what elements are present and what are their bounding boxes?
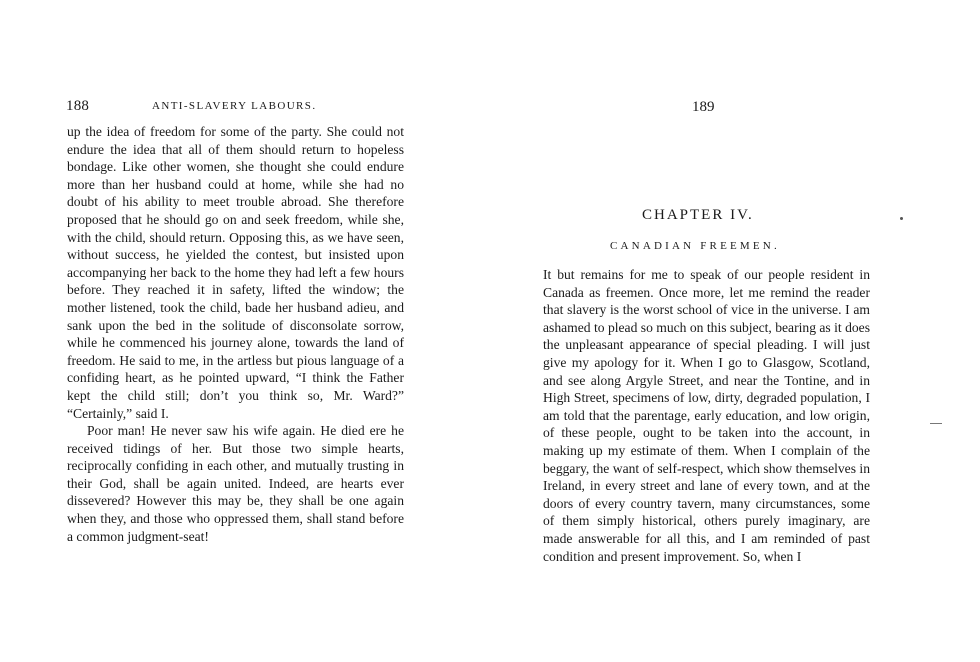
chapter-subtitle: CANADIAN FREEMEN. [610, 240, 780, 252]
left-paragraph-2: Poor man! He never saw his wife again. He died ere he received tidings of her. But those two simple hearts, reciprocally confiding in each other, and mutually trusting in their God, shall be again united. Indeed, are hearts ever dissevered? However this may be, they shall be one again when they, and those who oppressed them, shall stand before a common judgment-seat! [67, 423, 404, 544]
left-body-text [67, 123, 404, 545]
left-paragraph-1: up the idea of freedom for some of the party. She could not endure the idea that all of them should return to hopeless bondage. Like other women, she thought she could endure more than her husband could at home, while she had no doubt of his ability to meet trouble abroad. She therefore proposed that he should go on and seek freedom, while she, with the child, should return. Opposing this, as we have seen, without success, he yielded the contest, but insisted upon accompanying her back to the home they had left a few hours before. They reached it in safety, lifted the window; the mother listened, took the child, bade her husband adieu, and sank upon the bed in the solitude of disconsolate sorrow, while he commenced his journey alone, towards the land of freedom. He said to me, in the artless but pious language of a confiding heart, as he pointed upward, “I think the Father kept the child still; don’t you think so, Mr. Ward?” “Certainly,” said I. [67, 124, 404, 421]
chapter-title: CHAPTER IV. [642, 207, 754, 223]
margin-dash [930, 423, 942, 424]
right-body-text [543, 266, 870, 565]
running-title: ANTI-SLAVERY LABOURS. [152, 100, 317, 112]
right-page [490, 0, 980, 662]
page-number-right: 189 [692, 99, 715, 115]
right-paragraph-1: It but remains for me to speak of our people resident in Canada as freemen. Once more, let me remind the reader that slavery is the worst school of vice in the universe. I am ashamed to plead so much on this subject, bearing as it does the unpleasant appearance of special pleading. I will just give my apology for it. When I go to Glasgow, Scotland, and see along Argyle Street, and near the Tontine, and in High Street, specimens of low, dirty, degraded population, I am told that the parentage, early education, and low origin, of these people, ought to be taken into the account, in making up my estimate of them. When I complain of the beggary, the want of self-respect, which show themselves in Ireland, in every street and lane of every town, and at the doors of every country tavern, many circumstances, some of them simply historical, others purely imaginary, are made answerable for all this, and I am reminded of past condition and present improvement. So, when I [543, 267, 870, 564]
page-number-left: 188 [66, 98, 90, 114]
stray-mark [900, 217, 903, 220]
